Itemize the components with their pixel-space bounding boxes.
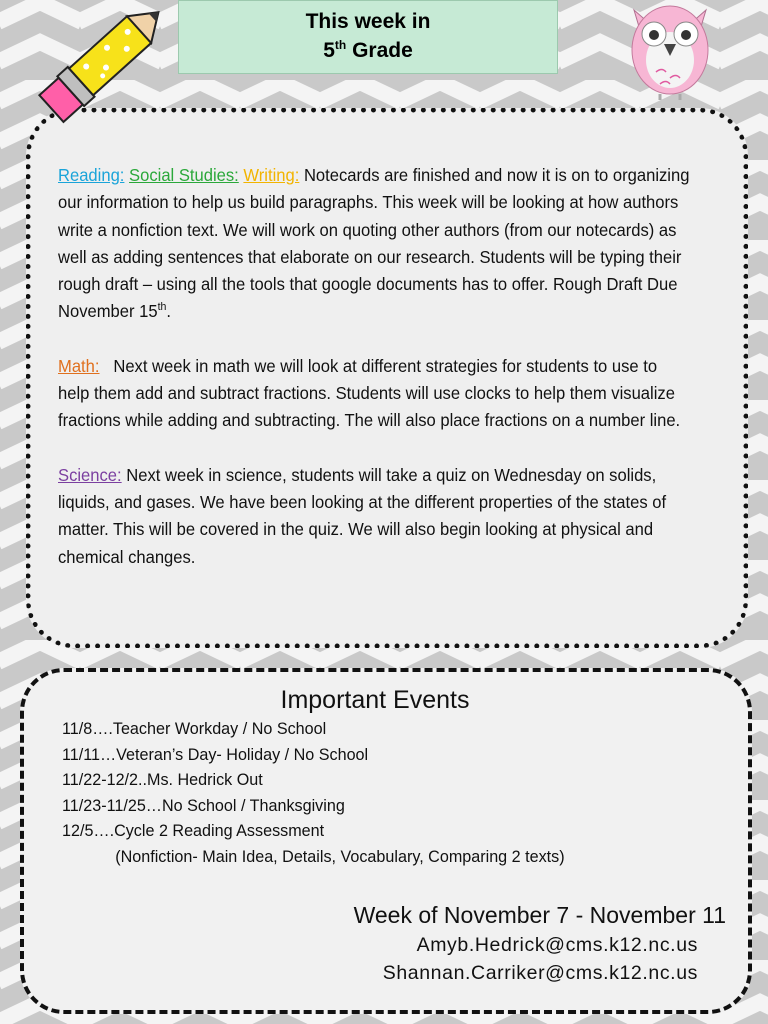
math-label: Math: [58,355,100,376]
event-item: 11/23-11/25…No School / Thanksgiving [62,795,345,815]
reading-paragraph [58,162,692,326]
event-item: 11/8….Teacher Workday / No School [62,719,327,738]
owl-icon [620,0,720,100]
grade-number: 5 [323,39,335,62]
events-list [62,716,565,869]
event-item: 11/11…Veteran’s Day- Holiday / No School [62,744,369,764]
social-studies-label: Social Studies: [129,165,239,185]
email-carriker[interactable]: Shannan.Carriker@cms.k12.nc.us [382,962,698,984]
science-paragraph [58,462,692,571]
reading-text: Notecards are finished and now it is on to organizing our information to help us build paragraphs. This week will be looking at how authors write a nonfiction text. We will work on quoting other authors (from our notecards) as well as adding sentences that elaborate on our research. Students will be typing their rough draft – using all the tools that google documents has to offer. Rough Draft Due November 15 [58,165,690,322]
reading-end: . [166,301,172,322]
email-hedrick[interactable]: Amyb.Hedrick@cms.k12.nc.us [416,934,698,956]
writing-label: Writing: [243,165,300,185]
weekly-subjects-box [26,108,748,648]
title-line-2 [179,36,557,65]
event-item: 12/5….Cycle 2 Reading Assessment [62,821,325,840]
grade-suffix: th [334,38,347,52]
event-item: 11/22-12/2..Ms. Hedrick Out [62,770,263,789]
reading-label: Reading: [58,165,125,185]
science-label: Science: [58,464,122,485]
math-paragraph [58,353,692,435]
math-text: Next week in math we will look at different strategies for students to use to help them add and subtract fractions. Students will use clocks to help them visualize fractions while adding and subtracting. The will also place fractions on a number line. [58,355,681,431]
reading-sup: th [157,301,167,314]
grade-word: Grade [352,39,413,62]
pencil-icon [30,0,180,124]
title-banner [178,0,558,74]
subjects-content [58,162,692,598]
title-line-1: This week in [305,10,431,33]
event-sub-item: (Nonfiction- Main Idea, Details, Vocabulary, Comparing 2 texts) [115,846,565,866]
important-events-box [20,668,752,1014]
week-of-dates: Week of November 7 - November 11 [353,902,726,928]
events-title: Important Events [280,686,470,714]
science-text: Next week in science, students will take a quiz on Wednesday on solids, liquids, and gases. We have been looking at the different properties of the states of matter. This will be covered in the quiz. We will also begin looking at physical and chemical changes. [58,464,667,567]
